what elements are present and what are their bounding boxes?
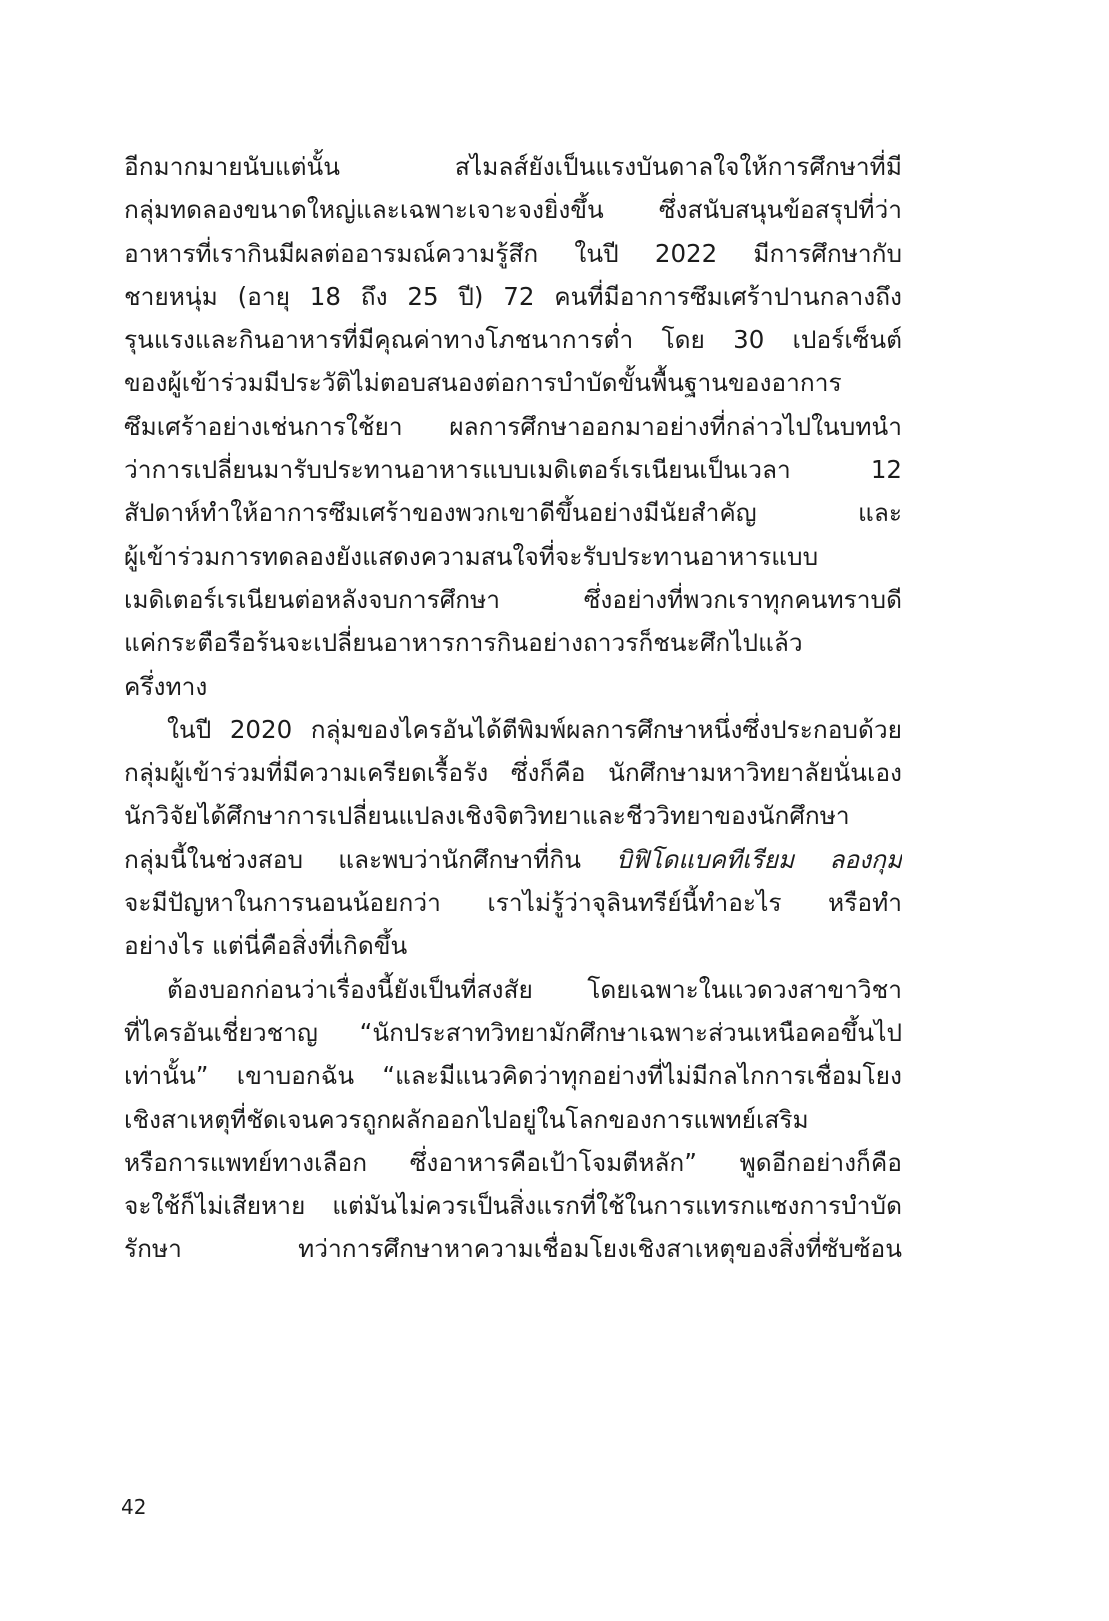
text-line: ของผู้เข้าร่วมมีประวัติไม่ตอบสนองต่อการบำบัดขั้นพื้นฐานของอาการ — [124, 368, 842, 398]
text-line: ชายหนุ่ม (อายุ 18 ถึง 25 ปี) 72 คนที่มีอาการซึมเศร้าปานกลางถึง — [124, 281, 902, 311]
text-line: ซึมเศร้าอย่างเช่นการใช้ยา ผลการศึกษาออกมาอย่างที่กล่าวไปในบทนำ — [124, 411, 902, 441]
text-line: จะมีปัญหาในการนอนน้อยกว่า เราไม่รู้ว่าจุลินทรีย์นี้ทำอะไร หรือทำ — [124, 888, 902, 918]
body-text — [124, 145, 902, 1271]
text-line: กลุ่มผู้เข้าร่วมที่มีความเครียดเรื้อรัง ซึ่งก็คือ นักศึกษามหาวิทยาลัยนั่นเอง — [124, 758, 902, 788]
text-line — [124, 838, 902, 881]
text-line: นักวิจัยได้ศึกษาการเปลี่ยนแปลงเชิงจิตวิทยาและชีววิทยาของนักศึกษา — [124, 801, 850, 831]
page-number: 42 — [121, 1495, 147, 1519]
text-line: แค่กระตือรือร้นจะเปลี่ยนอาหารการกินอย่างถาวรก็ชนะศึกไปแล้ว — [124, 628, 803, 658]
text-line: ในปี 2020 กลุ่มของไครอันได้ตีพิมพ์ผลการศึกษาหนึ่งซึ่งประกอบด้วย — [167, 714, 902, 744]
text-line: สัปดาห์ทำให้อาการซึมเศร้าของพวกเขาดีขึ้นอย่างมีนัยสำคัญ และ — [124, 498, 902, 528]
text-line: เชิงสาเหตุที่ชัดเจนควรถูกผลักออกไปอยู่ในโลกของการแพทย์เสริม — [124, 1104, 809, 1134]
text-line: กลุ่มทดลองขนาดใหญ่และเฉพาะเจาะจงยิ่งขึ้น ซึ่งสนับสนุนข้อสรุปที่ว่า — [124, 195, 902, 225]
text-line: จะใช้ก็ไม่เสียหาย แต่มันไม่ควรเป็นสิ่งแรกที่ใช้ในการแทรกแซงการบำบัด — [124, 1191, 902, 1221]
text-run: กลุ่มนี้ในช่วงสอบ และพบว่านักศึกษาที่กิน — [124, 844, 617, 874]
text-line: ต้องบอกก่อนว่าเรื่องนี้ยังเป็นที่สงสัย โดยเฉพาะในแวดวงสาขาวิชา — [167, 974, 902, 1004]
text-line: อย่างไร แต่นี่คือสิ่งที่เกิดขึ้น — [124, 931, 408, 961]
text-line: ครึ่งทาง — [124, 671, 208, 701]
text-line: เมดิเตอร์เรเนียนต่อหลังจบการศึกษา ซึ่งอย่างที่พวกเราทุกคนทราบดี — [124, 584, 902, 614]
text-line: อาหารที่เรากินมีผลต่ออารมณ์ความรู้สึก ในปี 2022 มีการศึกษากับ — [124, 238, 902, 268]
species-name-italic: บิฟิโดแบคทีเรียม ลองกุม — [616, 844, 902, 874]
text-line: ที่ไครอันเชี่ยวชาญ “นักประสาทวิทยามักศึกษาเฉพาะส่วนเหนือคอขึ้นไป — [124, 1017, 902, 1047]
text-line: อีกมากมายนับแต่นั้น สไมลส์ยังเป็นแรงบันดาลใจให้การศึกษาที่มี — [124, 152, 902, 181]
text-line: หรือการแพทย์ทางเลือก ซึ่งอาหารคือเป้าโจมตีหลัก” พูดอีกอย่างก็คือ — [124, 1147, 902, 1177]
text-line: ผู้เข้าร่วมการทดลองยังแสดงความสนใจที่จะรับประทานอาหารแบบ — [124, 541, 819, 571]
text-line: ว่าการเปลี่ยนมารับประทานอาหารแบบเมดิเตอร์เรเนียนเป็นเวลา 12 — [124, 455, 902, 485]
text-line: รุนแรงและกินอาหารที่มีคุณค่าทางโภชนาการต่ำ โดย 30 เปอร์เซ็นต์ — [124, 325, 902, 355]
text-line: รักษา ทว่าการศึกษาหาความเชื่อมโยงเชิงสาเหตุของสิ่งที่ซับซ้อน — [124, 1234, 902, 1264]
text-line: เท่านั้น” เขาบอกฉัน “และมีแนวคิดว่าทุกอย่างที่ไม่มีกลไกการเชื่อมโยง — [124, 1061, 902, 1091]
